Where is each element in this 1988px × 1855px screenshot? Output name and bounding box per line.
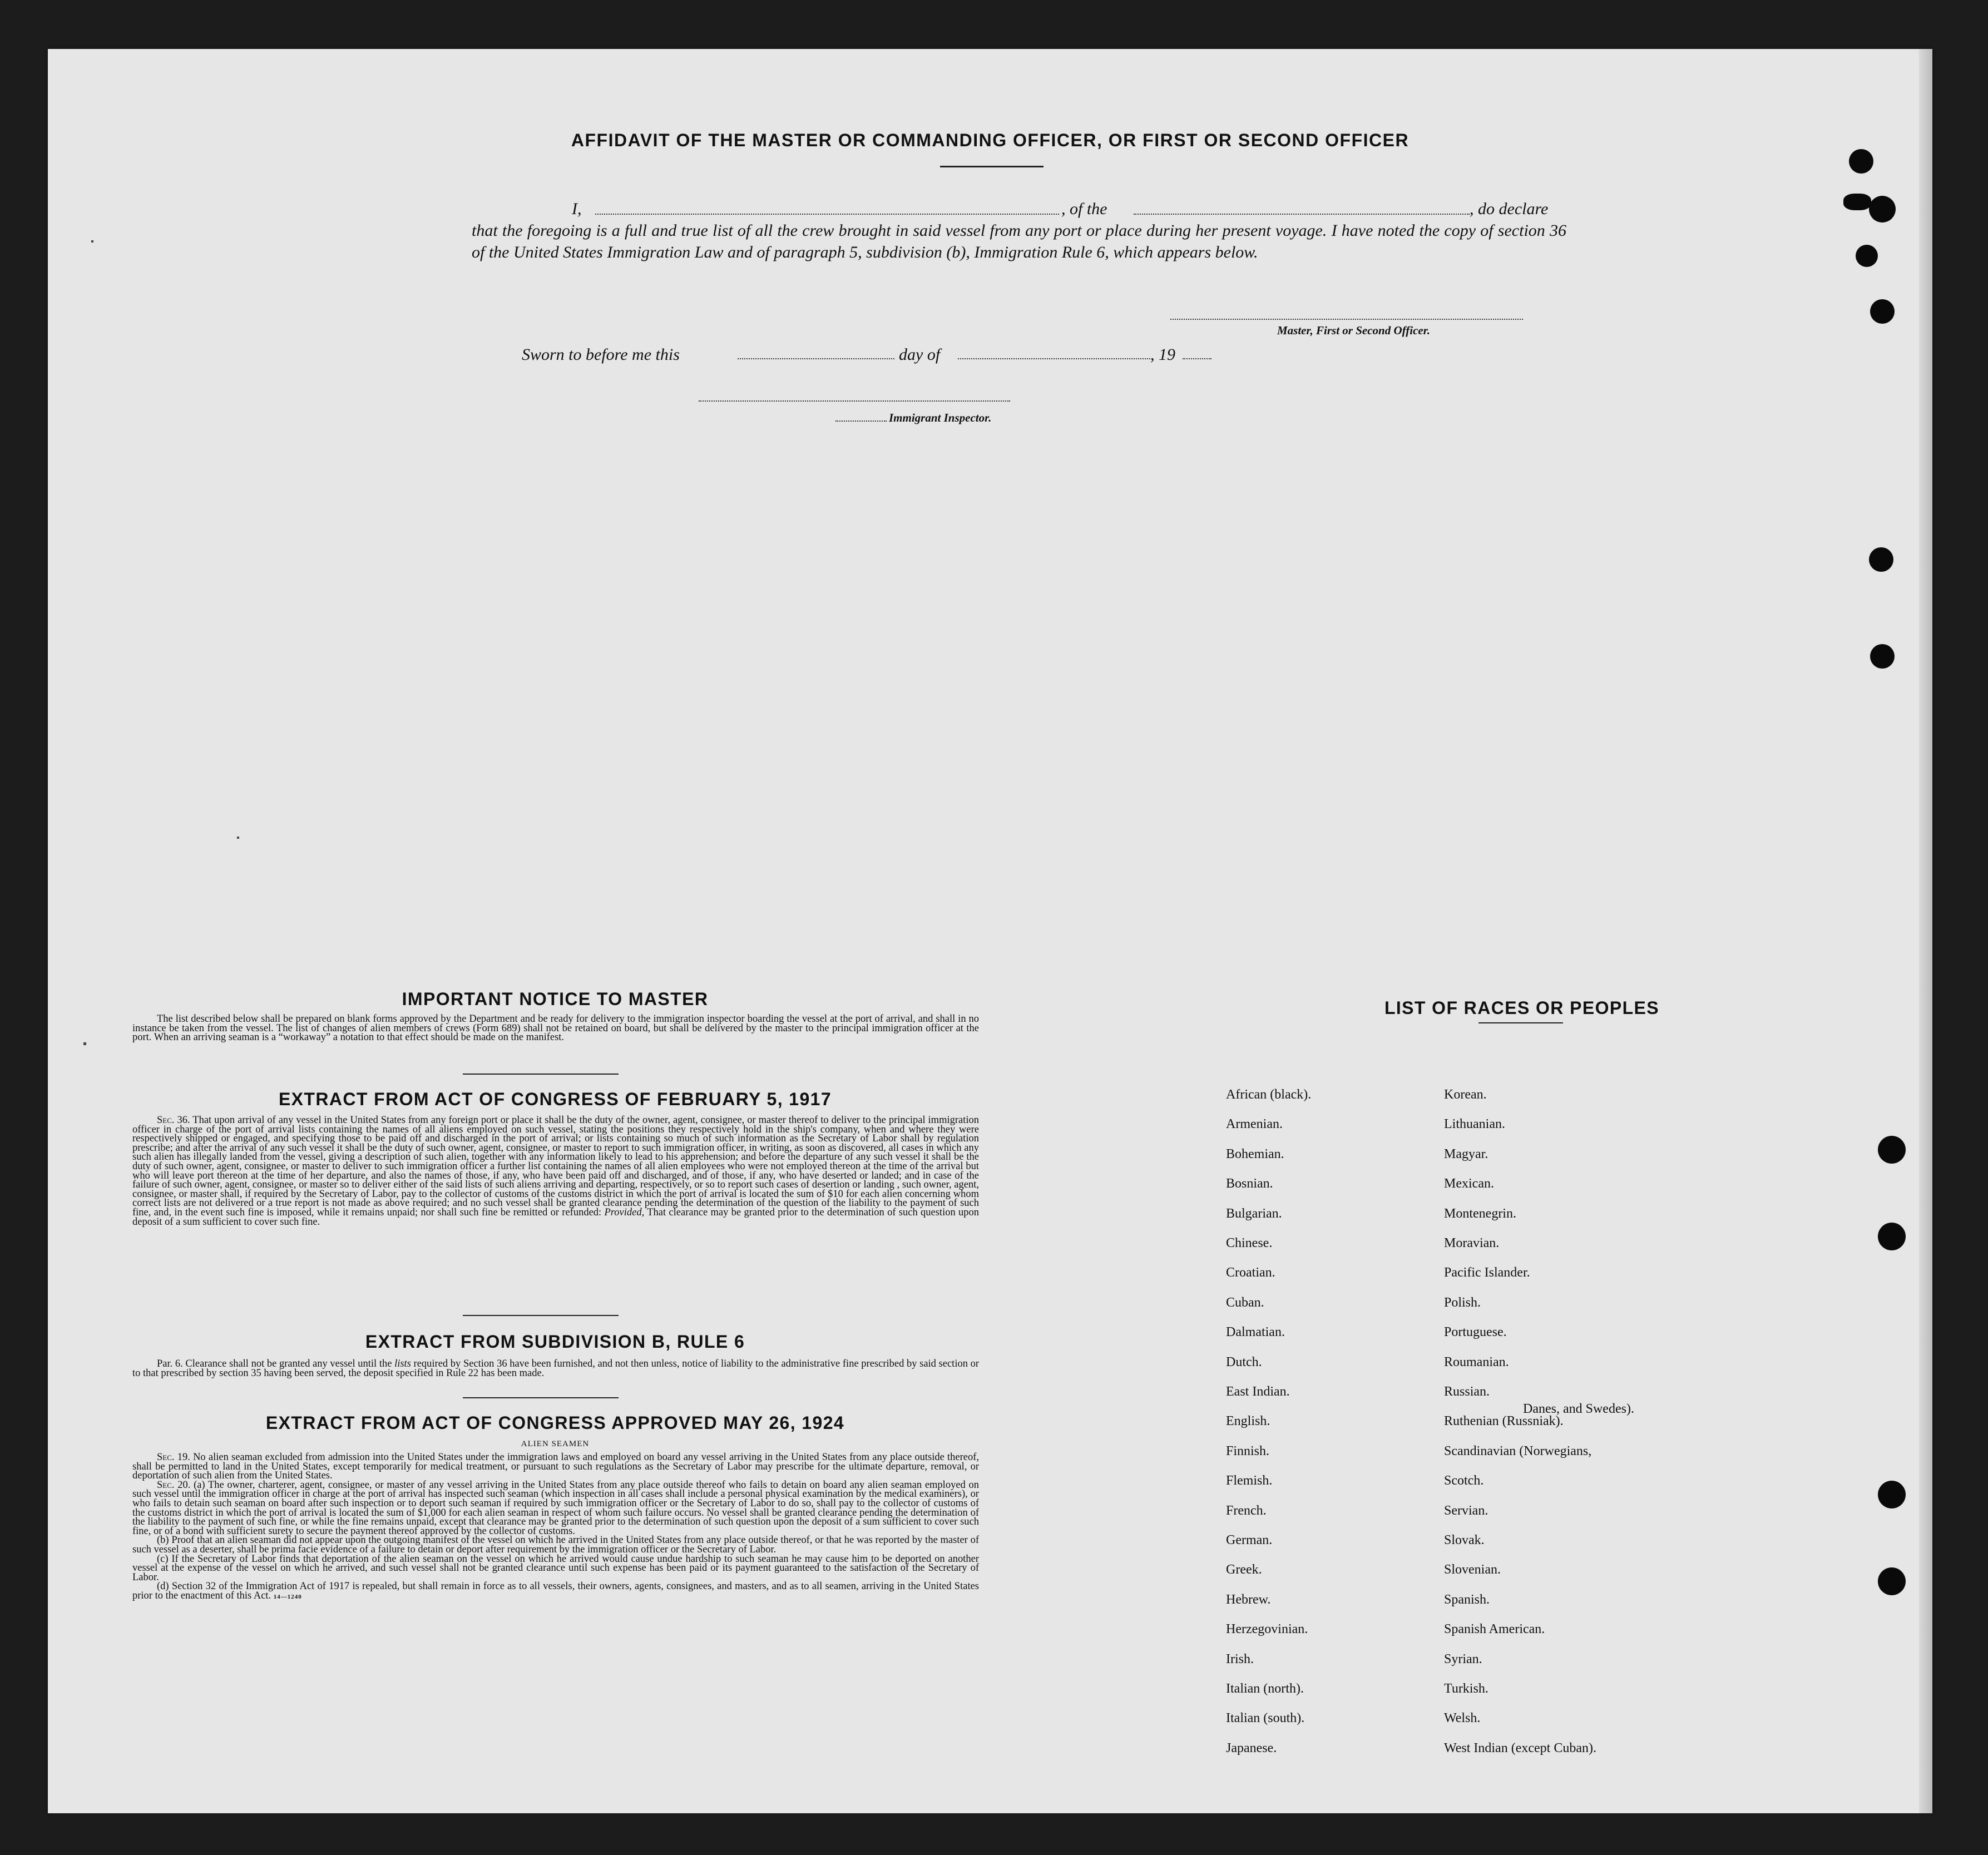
inspector-signature-line[interactable] bbox=[699, 400, 1010, 402]
extract-1924-title: EXTRACT FROM ACT OF CONGRESS APPROVED MAY 26, 1924 bbox=[265, 1413, 845, 1433]
race-item-right: Slovak. bbox=[1444, 1533, 1485, 1547]
form-code: 14—1240 bbox=[273, 1593, 302, 1600]
race-item-right: Pacific Islander. bbox=[1444, 1265, 1530, 1280]
race-item-right: Lithuanian. bbox=[1444, 1117, 1505, 1131]
sec20a-paragraph bbox=[132, 1481, 979, 1536]
inspector-dash bbox=[835, 421, 887, 422]
race-item-right: Roumanian. bbox=[1444, 1355, 1509, 1369]
races-underline bbox=[1478, 1022, 1563, 1023]
race-item-right: West Indian (except Cuban). bbox=[1444, 1741, 1596, 1755]
race-item-left: German. bbox=[1226, 1533, 1273, 1547]
extract-rule6-text bbox=[132, 1359, 979, 1378]
race-item-right: Ruthenian (Russniak). bbox=[1444, 1414, 1564, 1428]
sec19-paragraph bbox=[132, 1453, 979, 1481]
affidavit-title: AFFIDAVIT OF THE MASTER OR COMMANDING OFFICER, OR FIRST OR SECOND OFFICER bbox=[571, 130, 1410, 150]
race-item-right: Servian. bbox=[1444, 1503, 1488, 1518]
race-item-right: Scotch. bbox=[1444, 1473, 1484, 1488]
race-item-right: Polish. bbox=[1444, 1295, 1481, 1310]
punch-hole bbox=[1878, 1481, 1906, 1508]
race-item-right: Slovenian. bbox=[1444, 1562, 1501, 1577]
race-item-right: Moravian. bbox=[1444, 1236, 1500, 1250]
sworn-label: Sworn to before me this bbox=[522, 345, 680, 364]
race-item-left: Armenian. bbox=[1226, 1117, 1283, 1131]
punch-hole bbox=[1869, 196, 1896, 222]
punch-hole bbox=[1856, 245, 1878, 267]
sec20c-paragraph: (c) If the Secretary of Labor finds that deportation of the alien seaman on the vessel on which he arrived would cause undue hardship to such seaman he may cause him to be deported on another vessel at the expense of the vessel on which he arrived, and such vessel shall not be granted clearance until such expense has been paid or its payment guaranteed to the satisfaction of the Secretary of Labor. bbox=[132, 1553, 979, 1583]
lists-label: lists bbox=[394, 1358, 411, 1369]
race-item-left: Dutch. bbox=[1226, 1355, 1262, 1369]
races-title: LIST OF RACES OR PEOPLES bbox=[1384, 998, 1660, 1018]
race-item-left: Italian (south). bbox=[1226, 1711, 1305, 1725]
page-edge bbox=[1919, 49, 1932, 1813]
race-item-right: Portuguese. bbox=[1444, 1325, 1507, 1339]
document-page bbox=[48, 49, 1932, 1813]
name-field[interactable] bbox=[595, 201, 1059, 215]
par6-text-b: required by Section 36 have been furnished, and not then unless, notice of liability to the administrative fine prescribed by said section or to that prescribed by section 35 having been served, the deposit specified in Rule 22 has been made. bbox=[132, 1358, 980, 1379]
race-item-left: African (black). bbox=[1226, 1087, 1312, 1102]
race-item-left: Japanese. bbox=[1226, 1741, 1277, 1755]
punch-hole bbox=[1870, 299, 1895, 324]
punch-hole bbox=[1849, 149, 1873, 174]
punch-hole bbox=[1878, 1567, 1906, 1595]
speck bbox=[91, 240, 93, 243]
notice-title: IMPORTANT NOTICE TO MASTER bbox=[402, 989, 709, 1009]
punch-hole bbox=[1869, 547, 1893, 572]
race-item-left: East Indian. bbox=[1226, 1384, 1290, 1399]
inspector-label: Immigrant Inspector. bbox=[889, 411, 992, 424]
race-item-left: French. bbox=[1226, 1503, 1267, 1518]
race-item-left: Italian (north). bbox=[1226, 1681, 1304, 1696]
race-item-left: Hebrew. bbox=[1226, 1592, 1271, 1607]
master-signature-label: Master, First or Second Officer. bbox=[1277, 324, 1430, 337]
race-item-left: Greek. bbox=[1226, 1562, 1262, 1577]
race-item-right: Scandinavian (Norwegians, bbox=[1444, 1444, 1592, 1458]
race-item-left: English. bbox=[1226, 1414, 1270, 1428]
punch-hole bbox=[1878, 1136, 1906, 1164]
sec36-text-end: That clearance may be granted prior to the determination of such question upon deposit of a sum sufficient to cover such fine. bbox=[132, 1206, 980, 1228]
sec36-text: That upon arrival of any vessel in the United States from any foreign port or place it shall be the duty of the owner, agent, consignee, or master thereof to deliver to the principal immigration officer in charge of the port of arrival lists containing the names of all aliens employed on such vessel, stating the positions they respectively hold in the ship's company, when and where they were respectively shipped or engaged, and specifying those to be paid off and discharged in the port of arrival; or lists containing so much of such information as the Secretary of Labor shall by regulation prescribe; and after the arrival of any such vessel it shall be the duty of such owner, agent, consignee, or master to report to such immigration officer, in writing, as soon as discovered, all cases in which any such alien has illegally landed from the vessel, giving a description of such alien, together with any information likely to lead to his apprehension; and before the departure of any such vessel it shall be the duty of such owner, agent, consignee, or master to deliver to such immigration officer a further list containing the names of all alien employees who were not employed thereon at the time of the arrival but who will leave port thereon at the time of her departure, and also the names of those, if any, who have been paid off and discharged, and of those, if any, who have deserted or landed; and in case of the failure of such owner, agent, consignee, or master so to deliver either of the said lists of such aliens arriving and departing, respectively, or so to report such cases of desertion or landing , such owner, agent, consignee, or master shall, if required by the Secretary of Labor, pay to the collector of customs of the customs district in which the port of arrival is located the sum of $10 for each alien concerning whom correct lists are not delivered or a true report is not made as above required; and no such vessel shall be granted clearance pending the determination of the question of the liability to the payment of such fine, and, in the event such fine is imposed, while it remains unpaid; nor shall such fine be remitted or refunded: bbox=[132, 1115, 980, 1218]
title-underline bbox=[940, 166, 1044, 167]
race-scandinavian-continuation: Danes, and Swedes). bbox=[1523, 1402, 1634, 1416]
year-field[interactable] bbox=[1183, 358, 1211, 359]
par6-text-a: Par. 6. Clearance shall not be granted any vessel until the bbox=[157, 1358, 392, 1369]
sworn-date-field[interactable] bbox=[738, 358, 894, 359]
race-item-left: Bohemian. bbox=[1226, 1147, 1284, 1161]
sec19-text: No alien seaman excluded from admission into the United States under the immigration laws and employed on board any vessel arriving in the United States from any place outside thereof, shall be permitted to land in the United States, except temporarily for medical treatment, or pursuant to such regulations as the Secretary of Labor may prescribe for the ultimate departure, removal, or deportation of such alien from the United States. bbox=[132, 1452, 980, 1482]
month-field[interactable] bbox=[958, 358, 1150, 359]
i-label: I, bbox=[572, 200, 582, 218]
punch-hole bbox=[1878, 1223, 1906, 1250]
race-item-right: Montenegrin. bbox=[1444, 1206, 1516, 1221]
race-item-right: Spanish. bbox=[1444, 1592, 1490, 1607]
speck bbox=[83, 1042, 86, 1045]
divider-1 bbox=[463, 1074, 619, 1075]
divider-2 bbox=[463, 1315, 619, 1316]
race-item-right: Syrian. bbox=[1444, 1652, 1482, 1666]
vessel-field[interactable] bbox=[1134, 201, 1470, 215]
divider-3 bbox=[463, 1397, 619, 1398]
do-declare-label: , do declare bbox=[1470, 200, 1549, 218]
race-item-right: Mexican. bbox=[1444, 1176, 1494, 1191]
race-item-left: Flemish. bbox=[1226, 1473, 1273, 1488]
race-item-right: Welsh. bbox=[1444, 1711, 1481, 1725]
affidavit-text: that the foregoing is a full and true list of all the crew brought in said vessel from any port or place during her present voyage. I have noted the copy of section 36 of the United States Immigration Law and of paragraph 5, subdivision (b), Immigration Rule 6, which appears below. bbox=[472, 221, 1566, 261]
race-item-right: Turkish. bbox=[1444, 1681, 1488, 1696]
race-item-left: Cuban. bbox=[1226, 1295, 1264, 1310]
sec20-label: Sec. 20. bbox=[157, 1479, 191, 1491]
punch-hole bbox=[1870, 644, 1895, 669]
extract-1924-text bbox=[132, 1453, 979, 1602]
sec20d-text: (d) Section 32 of the Immigration Act of 1917 is repealed, but shall remain in force as to all vessels, their owners, agents, consignees, and masters, and as to all seamen, arriving in the United States prior to the enactment of this Act. bbox=[132, 1581, 979, 1601]
sec20a-text: (a) The owner, charterer, agent, consignee, or master of any vessel arriving in the United States from any place outside thereof who fails to detain on board any alien seaman employed on such vessel until the immigration officer in charge at the port of arrival has inspected such seaman (which inspection in all cases shall include a personal physical examination by the medical examiners), or who fails to detain such seaman on board after such inspection or to deport such seaman if required by such immigration officer or the Secretary of Labor to do so, shall pay to the collector of customs of the customs district in which the port of arrival is located the sum of $1,000 for each alien seaman in respect of whom such failure occurs. No vessel shall be granted clearance pending the determination of the liability to the payment of such fine, or while the fine remains unpaid, except that clearance may be granted prior to the determination of such question upon the deposit of a sum sufficient to cover such fine, or of a bond with sufficient surety to secure the payment thereof approved by the collector of customs. bbox=[132, 1479, 979, 1537]
race-item-right: Magyar. bbox=[1444, 1147, 1488, 1161]
punch-hole-smudge bbox=[1843, 194, 1871, 210]
race-item-left: Bosnian. bbox=[1226, 1176, 1273, 1191]
notice-text: The list described below shall be prepared on blank forms approved by the Department and be ready for delivery to the immigration inspector boarding the vessel at the port of arrival, and shall in no instance be taken from the vessel. The list of changes of alien members of crews (Form 689) shall not be retained on board, but shall be delivered by the master to the principal immigration officer at the port. When an arriving seaman is a “workaway” a notation to that effect should be made on the manifest. bbox=[132, 1013, 979, 1043]
year-prefix: , 19 bbox=[1150, 345, 1175, 364]
speck bbox=[237, 837, 239, 839]
race-item-left: Bulgarian. bbox=[1226, 1206, 1282, 1221]
race-item-left: Finnish. bbox=[1226, 1444, 1270, 1458]
sec36-label: Sec. 36. bbox=[157, 1115, 190, 1126]
race-item-right: Spanish American. bbox=[1444, 1622, 1545, 1636]
master-signature-line[interactable] bbox=[1170, 319, 1523, 320]
day-of-label: day of bbox=[899, 345, 941, 364]
extract-1917-title: EXTRACT FROM ACT OF CONGRESS OF FEBRUARY 5, 1917 bbox=[278, 1089, 832, 1109]
race-item-left: Dalmatian. bbox=[1226, 1325, 1285, 1339]
race-item-left: Herzegovinian. bbox=[1226, 1622, 1308, 1636]
race-item-left: Irish. bbox=[1226, 1652, 1254, 1666]
race-item-left: Chinese. bbox=[1226, 1236, 1273, 1250]
sec20d-paragraph bbox=[132, 1582, 979, 1601]
sec20b-paragraph: (b) Proof that an alien seaman did not appear upon the outgoing manifest of the vessel on which he arrived in the United States from any place outside thereof, or that he was reported by the master of such vessel as a deserter, shall be prima facie evidence of a failure to detain or deport after requirement by the immigration officer or the Secretary of Labor. bbox=[132, 1535, 979, 1555]
race-item-right: Korean. bbox=[1444, 1087, 1487, 1102]
provided-label: Provided, bbox=[604, 1206, 645, 1218]
sec19-label: Sec. 19. bbox=[157, 1452, 190, 1463]
alien-seamen-subtitle: ALIEN SEAMEN bbox=[521, 1440, 590, 1448]
affidavit-body bbox=[472, 198, 1566, 263]
race-item-right: Russian. bbox=[1444, 1384, 1490, 1399]
extract-1917-text bbox=[132, 1116, 979, 1226]
race-item-left: Croatian. bbox=[1226, 1265, 1275, 1280]
of-the-label: , of the bbox=[1061, 200, 1107, 218]
extract-rule6-title: EXTRACT FROM SUBDIVISION B, RULE 6 bbox=[365, 1332, 745, 1352]
